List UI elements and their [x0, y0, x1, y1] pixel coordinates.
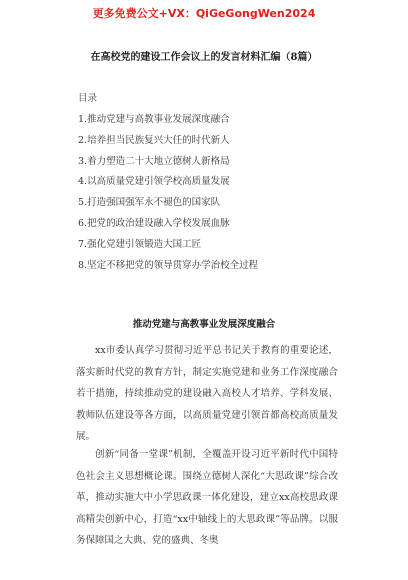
body-paragraph: xx市委认真学习贯彻习近平总书记关于教育的重要论述，落实新时代党的教育方针，制定实施党建和业务工作深度融合若干措施，持续推动党的建设融入高校人才培养、学科发展、教师队伍建设等各方面，以高质量党建引领首都高校高质量发展。: [76, 345, 338, 442]
toc-item: 8.坚定不移把党的领导贯穿办学治校全过程: [78, 259, 259, 271]
promo-banner: 更多免费公文+VX：QiGeGongWen2024: [92, 7, 316, 20]
toc-item: 3.着力塑造二十大地立德树人新格局: [78, 155, 230, 167]
toc-item: 5.打造强国强军永不褪色的国家队: [78, 197, 221, 209]
toc-item: 2.培养担当民族复兴大任的时代新人: [78, 134, 230, 146]
toc-item: 1.推动党建与高教事业发展深度融合: [78, 114, 230, 125]
toc-item: 4.以高质量党建引领学校高质量发展: [78, 176, 230, 188]
toc-heading: 目录: [78, 93, 98, 104]
document-title: 在高校党的建设工作会议上的发言材料汇编（8篇）: [90, 52, 318, 63]
body-paragraph: 创新“同备一堂课”机制，全覆盖开设习近平新时代中国特色社会主义思想概论课。围绕立德树人深化“大思政课”综合改革，推动实施大中小学思政课一体化建设，建立xx高校思政课高精尖创新中心，打造“xx中轴线上的大思政课”等品牌。以服务保障国之大典、党的盛典、冬奥: [76, 449, 338, 546]
toc-item: 7.强化党建引领锻造大国工匠: [78, 238, 202, 250]
table-of-contents: [78, 110, 258, 276]
section-title: 推动党建与高教事业发展深度融合: [132, 319, 276, 330]
toc-item: 6.把党的政治建设融入学校发展血脉: [78, 217, 230, 229]
